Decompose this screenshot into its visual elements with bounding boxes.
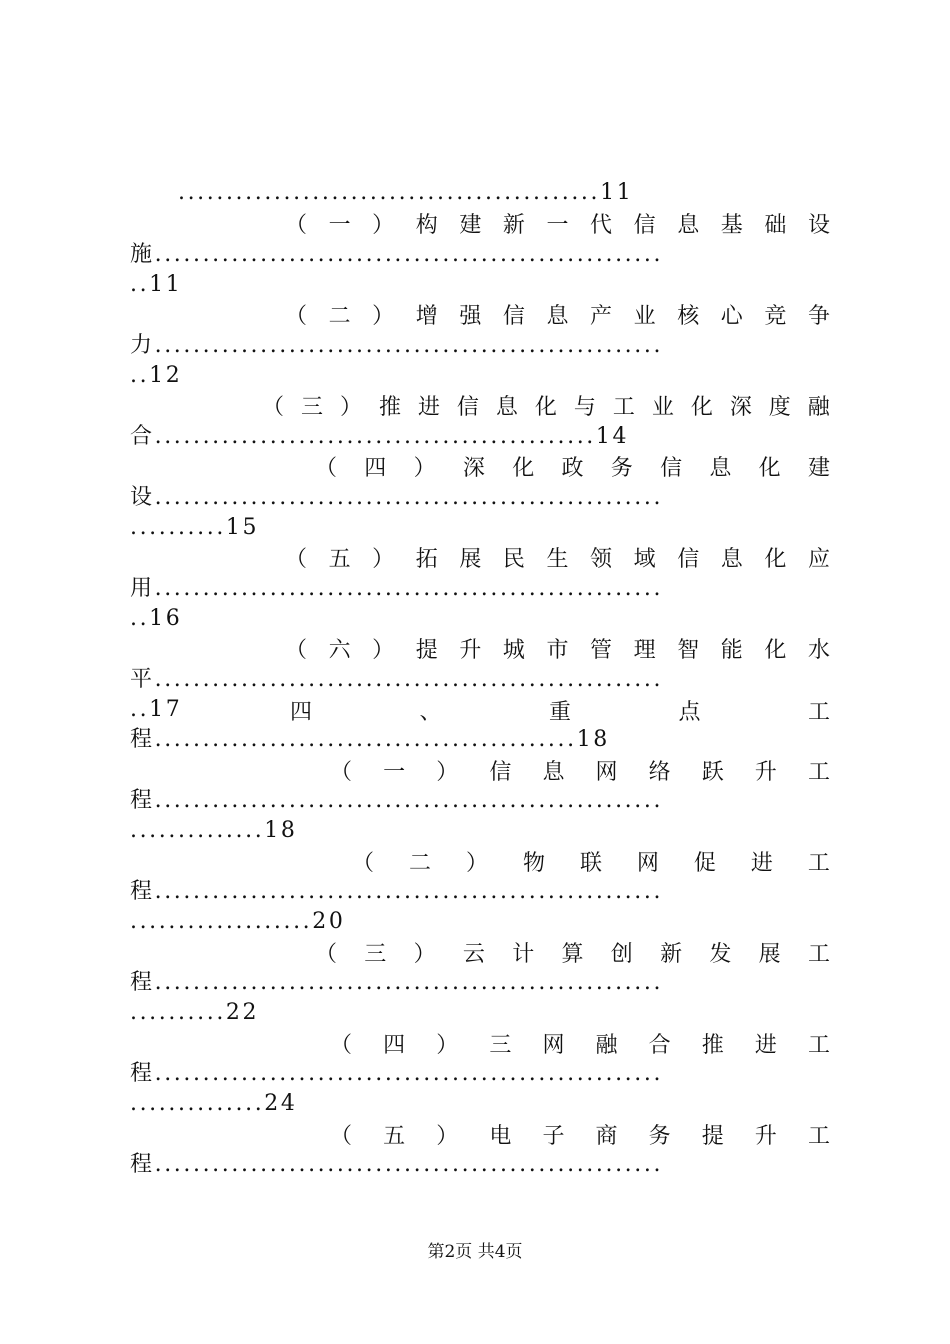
toc-heading-9 [352,846,830,876]
heading-glyph: （ [352,850,375,876]
heading-glyph: 产 [590,303,613,329]
heading-glyph: 子 [542,1123,565,1149]
heading-glyph: （ [330,1123,353,1149]
heading-glyph: 信 [502,303,525,329]
heading-glyph: 电 [489,1123,512,1149]
heading-glyph: 三 [300,394,323,420]
toc-page-number: ..12 [130,363,183,388]
heading-glyph: （ [262,394,285,420]
heading-glyph: 一 [383,759,406,785]
heading-glyph: 领 [590,546,613,572]
heading-glyph: 度 [768,394,791,420]
heading-glyph: 政 [561,455,584,481]
heading-glyph: （ [315,941,338,967]
toc-line: 施..................................................... [130,242,664,267]
heading-glyph: 息 [709,455,732,481]
toc-heading-12 [330,1119,830,1149]
heading-glyph: 建 [459,212,482,238]
heading-glyph: 工 [807,759,830,785]
toc-heading-10 [315,937,830,967]
heading-glyph: 二 [408,850,431,876]
toc-line: 程..................................................... [130,1061,664,1086]
toc-line: 用..................................................... [130,576,664,601]
heading-glyph: ） [372,637,395,663]
toc-heading-6 [285,633,830,663]
heading-glyph: 心 [720,303,743,329]
heading-glyph: 网 [595,759,618,785]
heading-glyph: 深 [462,455,485,481]
heading-glyph: 信 [677,546,700,572]
heading-glyph: 推 [701,1032,724,1058]
toc-page-number: ..........15 [130,515,260,540]
toc-heading-4 [315,451,830,481]
heading-glyph: 城 [502,637,525,663]
toc-page-number: ..16 [130,606,183,631]
heading-glyph: 水 [807,637,830,663]
heading-glyph: 增 [415,303,438,329]
heading-glyph: 务 [610,455,633,481]
heading-glyph: 化 [512,455,535,481]
heading-glyph: 核 [677,303,700,329]
heading-glyph: 代 [590,212,613,238]
heading-glyph: 商 [595,1123,618,1149]
heading-glyph: 重 [548,699,571,725]
heading-glyph: 升 [459,637,482,663]
toc-page-number: ..11 [130,272,183,297]
toc-line: 合..............................................14 [130,424,630,449]
heading-glyph: 融 [807,394,830,420]
heading-glyph: 理 [633,637,656,663]
heading-glyph: 业 [651,394,674,420]
toc-line: 程..................................................... [130,1152,664,1177]
heading-glyph: 六 [328,637,351,663]
heading-glyph: ） [339,394,362,420]
heading-glyph: 业 [633,303,656,329]
heading-glyph: （ [285,303,308,329]
heading-glyph: 络 [648,759,671,785]
heading-glyph: 进 [417,394,440,420]
heading-glyph: 与 [573,394,596,420]
heading-glyph: ） [413,941,436,967]
toc-page-number: ...................20 [130,909,346,934]
heading-glyph: 化 [764,637,787,663]
heading-glyph: 五 [328,546,351,572]
toc-page-number: ..............24 [130,1091,298,1116]
heading-glyph: 工 [807,1032,830,1058]
toc-line: ............................................11 [178,180,634,205]
heading-glyph: 市 [546,637,569,663]
heading-glyph: 新 [660,941,683,967]
heading-glyph: （ [330,759,353,785]
toc-heading-11 [330,1028,830,1058]
heading-glyph: 息 [546,303,569,329]
heading-glyph: 工 [807,699,830,725]
heading-glyph: ） [465,850,488,876]
page-footer: 第2页 共4页 [427,1242,523,1262]
heading-glyph: 融 [595,1032,618,1058]
heading-glyph: 云 [462,941,485,967]
heading-glyph: 设 [807,212,830,238]
heading-glyph: （ [285,546,308,572]
toc-heading-1 [285,208,830,238]
heading-glyph: 强 [459,303,482,329]
heading-glyph: 应 [807,546,830,572]
heading-glyph: 域 [633,546,656,572]
heading-glyph: 工 [612,394,635,420]
heading-glyph: （ [285,212,308,238]
heading-glyph: ） [372,546,395,572]
heading-glyph: 点 [678,699,701,725]
heading-glyph: 化 [534,394,557,420]
heading-glyph: 息 [677,212,700,238]
heading-glyph: 息 [495,394,518,420]
heading-glyph: ） [372,303,395,329]
toc-heading-8 [330,755,830,785]
toc-line: 程..................................................... [130,970,664,995]
toc-line: 程..................................................... [130,879,664,904]
heading-glyph: 发 [709,941,732,967]
heading-glyph: 五 [383,1123,406,1149]
heading-glyph: ） [372,212,395,238]
heading-glyph: ） [436,1123,459,1149]
heading-glyph: 息 [542,759,565,785]
heading-glyph: 一 [546,212,569,238]
heading-glyph: 推 [378,394,401,420]
heading-glyph: 新 [502,212,525,238]
heading-glyph: ） [413,455,436,481]
toc-heading-3 [262,390,830,420]
heading-glyph: 信 [489,759,512,785]
toc-line: 力..................................................... [130,333,664,358]
heading-glyph: 工 [807,850,830,876]
heading-glyph: 工 [807,941,830,967]
heading-glyph: 四 [364,455,387,481]
toc-page-number: ..17 [130,697,183,722]
heading-glyph: 联 [579,850,602,876]
heading-glyph: 竞 [764,303,787,329]
heading-glyph: 化 [764,546,787,572]
toc-heading-7 [290,695,830,725]
heading-glyph: 生 [546,546,569,572]
heading-glyph: 进 [750,850,773,876]
heading-glyph: 进 [754,1032,777,1058]
heading-glyph: 建 [807,455,830,481]
heading-glyph: 合 [648,1032,671,1058]
heading-glyph: 展 [758,941,781,967]
heading-glyph: 促 [693,850,716,876]
heading-glyph: 一 [328,212,351,238]
heading-glyph: 四 [290,699,313,725]
toc-page-number: ..............18 [130,818,298,843]
heading-glyph: 计 [512,941,535,967]
heading-glyph: 础 [764,212,787,238]
heading-glyph: 化 [758,455,781,481]
heading-glyph: 智 [677,637,700,663]
heading-glyph: （ [315,455,338,481]
toc-heading-2 [285,299,830,329]
heading-glyph: 拓 [415,546,438,572]
heading-glyph: 物 [522,850,545,876]
heading-glyph: 网 [636,850,659,876]
heading-glyph: 展 [459,546,482,572]
heading-glyph: 务 [648,1123,671,1149]
heading-glyph: （ [285,637,308,663]
toc-line: 设..................................................... [130,485,664,510]
heading-glyph: 升 [754,1123,777,1149]
toc-line: 程............................................18 [130,727,610,752]
toc-page-number: ..........22 [130,1000,260,1025]
toc-line: 平..................................................... [130,667,664,692]
heading-glyph: 升 [754,759,777,785]
heading-glyph: ） [436,759,459,785]
heading-glyph: （ [330,1032,353,1058]
heading-glyph: 、 [419,699,442,725]
heading-glyph: 提 [415,637,438,663]
heading-glyph: 深 [729,394,752,420]
heading-glyph: 构 [415,212,438,238]
heading-glyph: 三 [489,1032,512,1058]
heading-glyph: 算 [561,941,584,967]
heading-glyph: 能 [720,637,743,663]
heading-glyph: 信 [456,394,479,420]
toc-line: 程..................................................... [130,788,664,813]
heading-glyph: 基 [720,212,743,238]
heading-glyph: 民 [502,546,525,572]
heading-glyph: 四 [383,1032,406,1058]
heading-glyph: 三 [364,941,387,967]
heading-glyph: 提 [701,1123,724,1149]
heading-glyph: 创 [610,941,633,967]
heading-glyph: 跃 [701,759,724,785]
heading-glyph: 工 [807,1123,830,1149]
heading-glyph: ） [436,1032,459,1058]
heading-glyph: 二 [328,303,351,329]
heading-glyph: 息 [720,546,743,572]
heading-glyph: 信 [660,455,683,481]
toc-heading-5 [285,542,830,572]
heading-glyph: 争 [807,303,830,329]
heading-glyph: 管 [590,637,613,663]
heading-glyph: 化 [690,394,713,420]
heading-glyph: 信 [633,212,656,238]
heading-glyph: 网 [542,1032,565,1058]
